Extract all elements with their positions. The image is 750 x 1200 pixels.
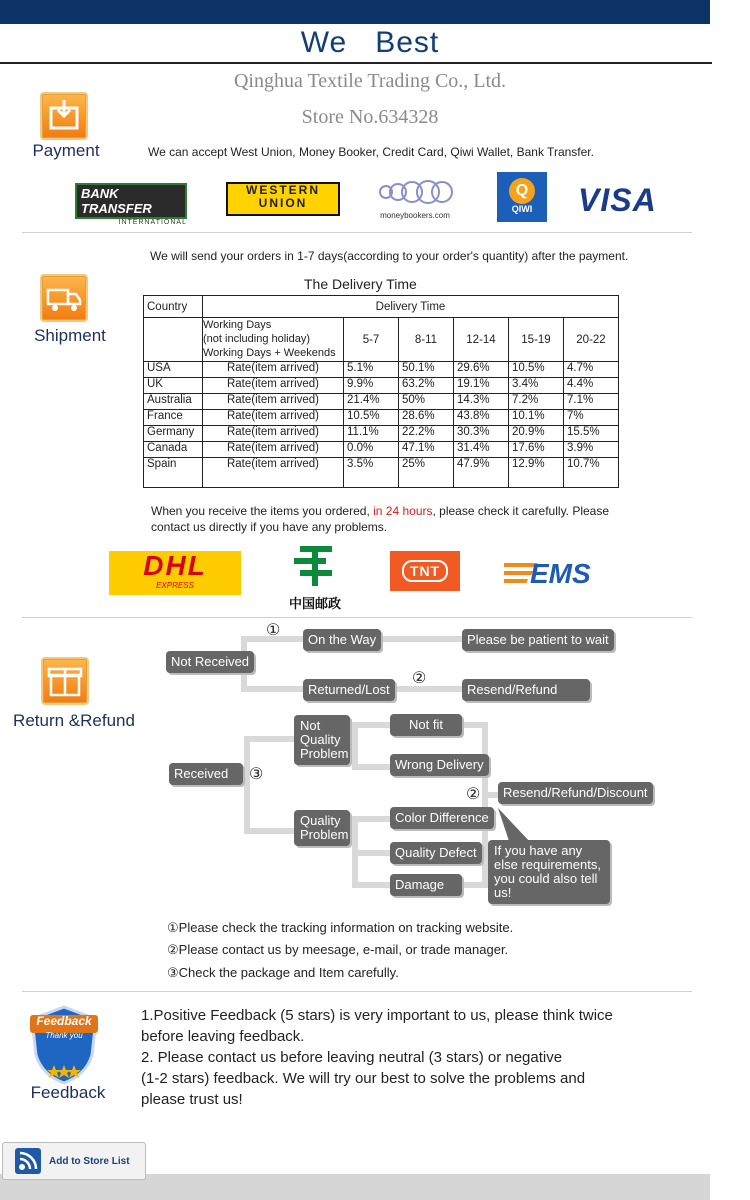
- feedback-label: Feedback: [30, 1083, 106, 1102]
- not-received-box: Not Received: [166, 651, 254, 673]
- flow-connector: [464, 882, 488, 888]
- feedback-text-2c: please trust us!: [141, 1091, 243, 1108]
- flow-connector: [244, 828, 294, 834]
- table-row: Australia Rate(item arrived) 21.4% 50% 14.3% 7.2% 7.1%: [144, 394, 619, 410]
- ems-logo: EMS: [504, 557, 598, 591]
- receive-note: When you receive the items you ordered, in 24 hours, please check it carefully. Please: [151, 504, 610, 518]
- received-box: Received: [169, 763, 243, 785]
- table-row: Canada Rate(item arrived) 0.0% 47.1% 31.4% 17.6% 3.9%: [144, 442, 619, 458]
- damage-box: Damage: [390, 874, 462, 896]
- feedback-badge-icon: Feedback Thank you: [28, 1005, 100, 1085]
- header-country: Country: [144, 296, 203, 318]
- visa-logo: VISA: [578, 182, 657, 218]
- range-cell: 15-19: [509, 318, 564, 362]
- flow-connector: [352, 722, 358, 768]
- dhl-logo: DHL EXPRESS: [109, 551, 241, 595]
- returned-lost-box: Returned/Lost: [303, 679, 395, 701]
- step-1-marker: ①: [266, 622, 281, 639]
- return-refund-icon: [41, 657, 89, 705]
- step-2-marker: ②: [466, 786, 481, 803]
- header-delivery-time: Delivery Time: [203, 296, 619, 318]
- not-fit-box: Not fit: [390, 714, 462, 736]
- shipment-icon: [40, 274, 88, 322]
- store-number: Store No.634328: [301, 106, 439, 128]
- table-row: Germany Rate(item arrived) 11.1% 22.2% 30.3% 20.9% 15.5%: [144, 426, 619, 442]
- section-divider: [22, 991, 692, 992]
- resend-refund-box: Resend/Refund: [462, 679, 590, 701]
- section-divider: [22, 232, 692, 233]
- note-2: ②Please contact us by meesage, e-mail, or trade manager.: [167, 942, 509, 957]
- table-row: UK Rate(item arrived) 9.9% 63.2% 19.1% 3.4% 4.4%: [144, 378, 619, 394]
- payment-icon: [40, 92, 88, 140]
- qiwi-logo: Q QIWI: [497, 172, 547, 222]
- else-requirements-bubble: If you have any else requirements, you could also tell us!: [488, 840, 610, 904]
- store-button-label: Add to Store List: [49, 1155, 130, 1167]
- flow-connector: [352, 764, 390, 770]
- page-title: We Best: [300, 26, 440, 59]
- feedback-text-1b: before leaving feedback.: [141, 1028, 305, 1045]
- flow-connector: [352, 850, 390, 856]
- step-3-marker: ③: [249, 766, 264, 783]
- flow-connector: [352, 722, 390, 728]
- flow-connector: [244, 736, 294, 742]
- step-2-marker: ②: [412, 670, 427, 687]
- resend-refund-discount-box: Resend/Refund/Discount: [498, 782, 653, 804]
- flow-connector: [464, 722, 488, 728]
- flow-connector: [241, 686, 303, 692]
- feedback-text-1a: 1.Positive Feedback (5 stars) is very important to us, please think twice: [141, 1007, 613, 1024]
- tnt-logo: TNT: [390, 551, 460, 591]
- payment-label: Payment: [32, 141, 100, 160]
- rss-icon: [15, 1148, 41, 1174]
- title-rule: [0, 62, 712, 64]
- flow-connector: [378, 636, 462, 642]
- feedback-text-2b: (1-2 stars) feedback. We will try our best to solve the problems and: [141, 1070, 586, 1087]
- range-cell: 5-7: [344, 318, 399, 362]
- range-cell: 12-14: [454, 318, 509, 362]
- color-difference-box: Color Difference: [390, 807, 494, 829]
- delivery-table-title: The Delivery Time: [304, 276, 417, 292]
- china-post-logo: 中国邮政: [277, 540, 353, 612]
- feedback-text-2a: 2. Please contact us before leaving neutral (3 stars) or negative: [141, 1049, 563, 1066]
- table-row: France Rate(item arrived) 10.5% 28.6% 43.8% 10.1% 7%: [144, 410, 619, 426]
- company-name: Qinghua Textile Trading Co., Ltd.: [233, 70, 507, 92]
- add-to-store-list-button[interactable]: [2, 1142, 146, 1180]
- shipment-label: Shipment: [34, 326, 106, 345]
- quality-problem-box: Quality Problem: [294, 810, 350, 846]
- shipment-intro: We will send your orders in 1-7 days(according to your order's quantity) after the payment.: [150, 249, 629, 263]
- payment-text: We can accept West Union, Money Booker, Credit Card, Qiwi Wallet, Bank Transfer.: [148, 145, 594, 159]
- western-union-logo: WESTERN UNION: [226, 182, 340, 216]
- table-row: Spain Rate(item arrived) 3.5% 25% 47.9% 12.9% 10.7%: [144, 458, 619, 488]
- table-row: USA Rate(item arrived) 5.1% 50.1% 29.6% 10.5% 4.7%: [144, 362, 619, 378]
- top-bar: [0, 0, 710, 24]
- range-cell: 8-11: [399, 318, 454, 362]
- note-1: ①Please check the tracking information on tracking website.: [167, 920, 514, 935]
- range-cell: 20-22: [564, 318, 619, 362]
- flow-connector: [244, 736, 250, 832]
- not-quality-problem-box: Not Quality Problem: [294, 715, 350, 765]
- wrong-delivery-box: Wrong Delivery: [390, 754, 489, 776]
- flow-connector: [484, 792, 498, 798]
- note-3: ③Check the package and Item carefully.: [167, 965, 399, 980]
- delivery-table: [143, 295, 619, 488]
- be-patient-box: Please be patient to wait: [462, 629, 614, 651]
- return-refund-label: Return &Refund: [13, 711, 135, 730]
- working-days-cell: Working Days (not including holiday) Working Days + Weekends: [203, 318, 344, 362]
- quality-defect-box: Quality Defect: [390, 842, 482, 864]
- bank-transfer-logo: BANK TRANSFER INTERNATIONAL: [75, 183, 187, 213]
- moneybookers-logo: moneybookers.com: [372, 178, 458, 220]
- flow-connector: [352, 816, 390, 822]
- flow-connector: [352, 882, 390, 888]
- on-the-way-box: On the Way: [303, 629, 381, 651]
- receive-note-line2: contact us directly if you have any problems.: [151, 520, 388, 534]
- section-divider: [22, 617, 692, 618]
